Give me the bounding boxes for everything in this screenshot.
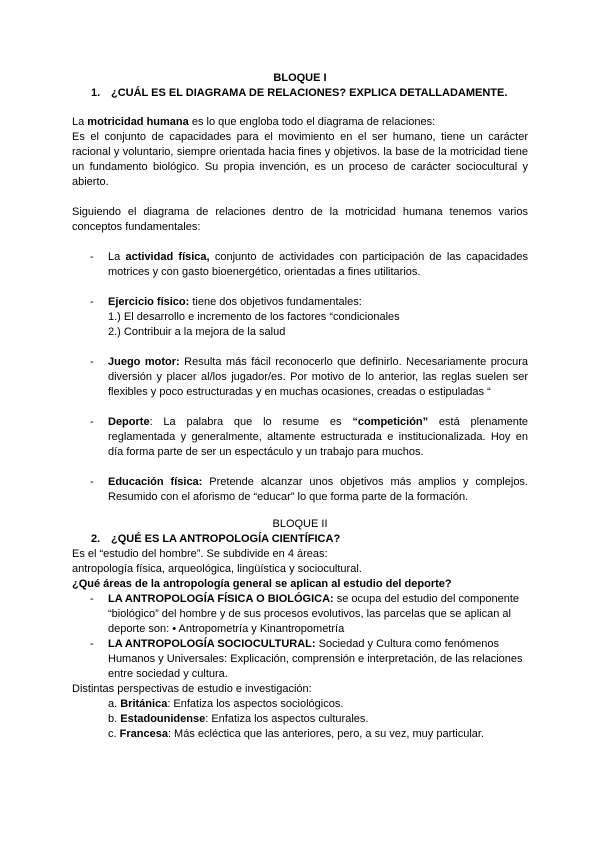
item-text: : Enfatiza los aspectos culturales.	[205, 713, 369, 725]
list-item-educacion-fisica	[72, 475, 528, 505]
list-item-ejercicio-fisico	[72, 295, 528, 340]
item-term: Británica	[120, 698, 168, 710]
bullet-dash: -	[90, 251, 94, 263]
item-text: : Más ecléctica que las anteriores, pero, a su vez, muy particular.	[167, 728, 485, 740]
antropologia-areas: antropología física, arqueológica, lingüística y sociocultural.	[72, 563, 362, 575]
bloque-2-title: BLOQUE II	[272, 518, 328, 530]
bullet-dash: -	[90, 593, 94, 605]
perspectiva-estadounidense	[72, 712, 528, 727]
item-text: : Enfatiza los aspectos sociológicos.	[167, 698, 344, 710]
item-text: Sociedad y Cultura como fenómenos Humanos y Universales: Explicación, comprensión e interpretación, de las relaciones entre sociedad y cultura.	[108, 638, 523, 680]
item-term: Francesa	[119, 728, 168, 740]
item-term: actividad física,	[125, 251, 210, 263]
item-text: : La palabra que lo resume es	[149, 416, 353, 428]
objective-1: 1.) El desarrollo e incremento de los factores “condicionales	[108, 311, 400, 323]
list-item-antropologia-sociocultural	[72, 637, 528, 682]
item-term: Ejercicio físico:	[108, 296, 190, 308]
list-item-antropologia-fisica	[72, 592, 528, 637]
bloque-1-title: BLOQUE I	[273, 72, 327, 84]
question-2-heading	[72, 532, 528, 547]
item-term: LA ANTROPOLOGÍA SOCIOCULTURAL:	[108, 638, 316, 650]
item-term: LA ANTROPOLOGÍA FÍSICA O BIOLÓGICA:	[108, 593, 334, 605]
question-2-number: 2.	[91, 533, 101, 545]
question-1-text: ¿CUÁL ES EL DIAGRAMA DE RELACIONES? EXPLICA DETALLADAMENTE.	[111, 87, 508, 99]
item-term: Deporte	[108, 416, 150, 428]
intro-text-c: es lo que engloba todo el diagrama de relaciones:	[188, 116, 436, 128]
question-2-text: ¿QUÉ ES LA ANTROPOLOGÍA CIENTÍFICA?	[111, 533, 341, 545]
perspectivas-heading: Distintas perspectivas de estudio e investigación:	[72, 683, 312, 695]
document-page	[72, 71, 528, 742]
bullet-dash: -	[90, 356, 94, 368]
question-1-heading	[72, 86, 528, 101]
bullet-dash: -	[90, 416, 94, 428]
bullet-dash: -	[90, 476, 94, 488]
perspectiva-francesa	[72, 727, 528, 742]
bullet-dash: -	[90, 638, 94, 650]
intro-paragraph: Es el conjunto de capacidades para el movimiento en el ser humano, tiene un carácter racional y voluntario, siempre orientada hacia fines y objetivos. la base de la motricidad tiene un fundamento biológico. Su propia invención, es un proceso de carácter sociocultural y abierto.	[72, 131, 528, 188]
bullet-dash: -	[90, 296, 94, 308]
intro-text-a: La	[72, 116, 88, 128]
item-term: Juego motor:	[108, 356, 180, 368]
question-1-number: 1.	[91, 87, 101, 99]
item-text: La	[108, 251, 126, 263]
item-text: se ocupa del estudio del componente “biológico” del hombre y de sus procesos evolutivos, las parcelas que se aplican al deporte son: • Antropometría y Kinantropometría	[108, 593, 520, 635]
alpha-label: a.	[108, 698, 121, 710]
alpha-label: c.	[108, 728, 120, 740]
concepts-paragraph: Siguiendo el diagrama de relaciones dentro de la motricidad humana tenemos varios conceptos fundamentales:	[72, 206, 528, 233]
item-text: está plenamente reglamentada y generalmente, altamente estructurada e institucionalizada. Hoy en día forma parte de ser un espectáculo y un trabajo para muchos.	[108, 416, 529, 458]
item-text: tiene dos objetivos fundamentales:	[189, 296, 362, 308]
list-item-actividad-fisica	[72, 250, 528, 280]
list-item-juego-motor	[72, 355, 528, 400]
objective-2: 2.) Contribuir a la mejora de la salud	[108, 326, 286, 338]
item-term-2: “competición”	[352, 416, 429, 428]
list-item-deporte	[72, 415, 528, 460]
intro-line	[72, 115, 528, 130]
item-term: Estadounidense	[120, 713, 206, 725]
item-text: Pretende alcanzar unos objetivos más amplios y complejos. Resumido con el aforismo de “educar” lo que forma parte de la formación.	[108, 476, 528, 503]
item-term: Educación física:	[108, 476, 203, 488]
perspectiva-britanica	[72, 697, 528, 712]
intro-term: motricidad humana	[87, 116, 189, 128]
alpha-label: b.	[108, 713, 121, 725]
question-3-heading: ¿Qué áreas de la antropología general se aplican al estudio del deporte?	[72, 578, 452, 590]
antropologia-definition: Es el “estudio del hombre”. Se subdivide en 4 áreas:	[72, 548, 328, 560]
item-text: conjunto de actividades con participación de las capacidades motrices y con gasto bioenergético, orientadas a fines utilitarios.	[108, 251, 528, 278]
item-text: Resulta más fácil reconocerlo que definirlo. Necesariamente procura diversión y placer al/los jugador/es. Por motivo de lo anterior, las reglas suelen ser flexibles y poco estructuradas y en muchas ocasiones, creadas o estipuladas “	[108, 356, 528, 398]
